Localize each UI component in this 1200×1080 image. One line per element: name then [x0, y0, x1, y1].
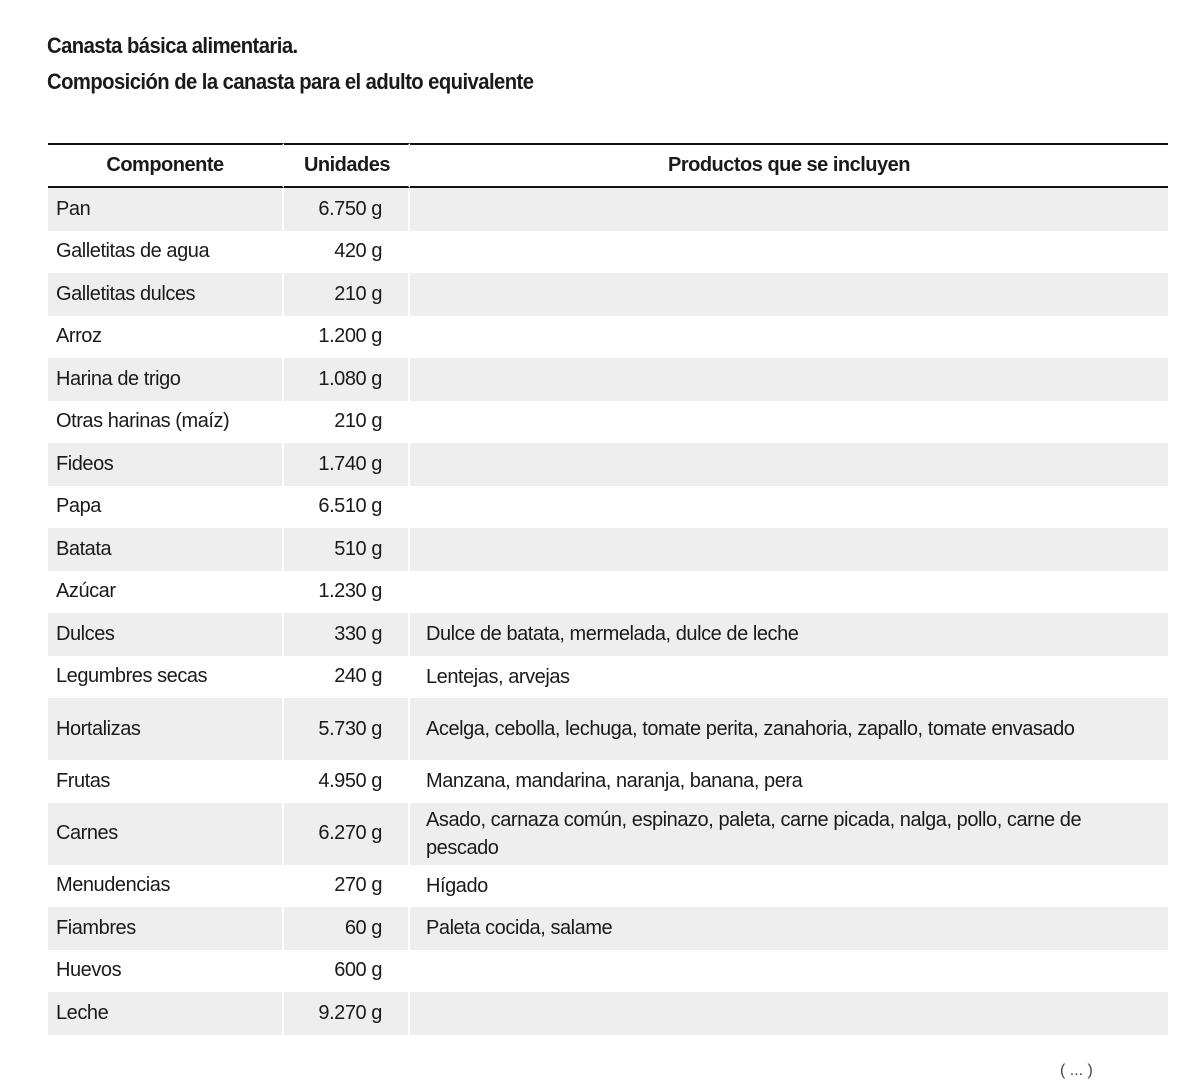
title-line-1: Canasta básica alimentaria.	[47, 33, 298, 58]
table-row	[48, 528, 1168, 571]
table-row	[48, 698, 1168, 760]
table-row	[48, 231, 1168, 274]
cell-componente: Pan	[48, 188, 284, 231]
cell-componente: Dulces	[48, 613, 284, 656]
table-row	[48, 316, 1168, 359]
cell-productos: Paleta cocida, salame	[410, 907, 1168, 950]
cell-unidades: 420 g	[284, 231, 410, 274]
table-row	[48, 401, 1168, 444]
table-row	[48, 950, 1168, 993]
table-header-row	[48, 143, 1168, 188]
cell-componente: Galletitas dulces	[48, 273, 284, 316]
cell-componente: Carnes	[48, 803, 284, 865]
table-row	[48, 907, 1168, 950]
table-row	[48, 992, 1168, 1035]
header-unidades: Unidades	[284, 143, 410, 188]
cell-componente: Huevos	[48, 950, 284, 993]
cell-productos: Hígado	[426, 874, 488, 897]
cell-unidades: 1.740 g	[284, 443, 410, 486]
table-row	[48, 358, 1168, 401]
cell-unidades: 9.270 g	[284, 992, 410, 1035]
header-productos: Productos que se incluyen	[410, 143, 1168, 188]
table-row	[48, 613, 1168, 656]
cell-componente: Legumbres secas	[48, 656, 284, 699]
cell-componente: Azúcar	[48, 571, 284, 614]
title-block	[47, 28, 576, 100]
cell-componente: Menudencias	[48, 865, 284, 908]
cell-unidades: 6.270 g	[284, 803, 410, 865]
table-row	[48, 486, 1168, 529]
title-line-2: Composición de la canasta para el adulto equivalente	[47, 69, 534, 94]
header-componente: Componente	[48, 143, 284, 188]
cell-unidades: 240 g	[284, 656, 410, 699]
cell-componente: Galletitas de agua	[48, 231, 284, 274]
table-row	[48, 803, 1168, 865]
canasta-table	[48, 143, 1168, 1035]
cell-unidades: 6.750 g	[284, 188, 410, 231]
cell-unidades: 210 g	[284, 273, 410, 316]
cell-unidades: 4.950 g	[284, 760, 410, 803]
cell-componente: Harina de trigo	[48, 358, 284, 401]
cell-productos: Lentejas, arvejas	[426, 665, 570, 688]
cell-componente: Papa	[48, 486, 284, 529]
cell-unidades: 60 g	[284, 907, 410, 950]
cell-productos	[410, 992, 1168, 1035]
cell-unidades: 270 g	[284, 865, 410, 908]
cell-componente: Frutas	[48, 760, 284, 803]
cell-productos	[410, 443, 1168, 486]
cell-productos	[410, 528, 1168, 571]
cell-unidades: 1.080 g	[284, 358, 410, 401]
cell-productos	[410, 316, 1168, 359]
table-row	[48, 760, 1168, 803]
table-row	[48, 571, 1168, 614]
cell-componente: Otras harinas (maíz)	[48, 401, 284, 444]
cell-productos: Dulce de batata, mermelada, dulce de leche	[410, 613, 1168, 656]
footer-fragment: ( ... )	[1060, 1062, 1093, 1079]
cell-productos: Asado, carnaza común, espinazo, paleta, carne picada, nalga, pollo, carne de pescado	[410, 803, 1168, 865]
cell-productos: Acelga, cebolla, lechuga, tomate perita, zanahoria, zapallo, tomate envasado	[410, 698, 1168, 760]
cell-productos: Manzana, mandarina, naranja, banana, pera	[426, 770, 803, 793]
cell-productos	[410, 231, 1168, 274]
cell-productos	[410, 273, 1168, 316]
cell-unidades: 1.200 g	[284, 316, 410, 359]
table-body	[48, 188, 1168, 1035]
cell-unidades: 6.510 g	[284, 486, 410, 529]
cell-productos	[410, 950, 1168, 993]
cell-componente: Fiambres	[48, 907, 284, 950]
table-row	[48, 656, 1168, 699]
cell-unidades: 210 g	[284, 401, 410, 444]
cell-componente: Batata	[48, 528, 284, 571]
cell-componente: Arroz	[48, 316, 284, 359]
cell-productos	[410, 486, 1168, 529]
cell-productos	[410, 401, 1168, 444]
cell-productos	[410, 188, 1168, 231]
cell-unidades: 5.730 g	[284, 698, 410, 760]
cell-componente: Hortalizas	[48, 698, 284, 760]
cell-unidades: 330 g	[284, 613, 410, 656]
table-row	[48, 443, 1168, 486]
cell-componente: Fideos	[48, 443, 284, 486]
cell-productos	[410, 571, 1168, 614]
cell-productos	[410, 358, 1168, 401]
cell-unidades: 600 g	[284, 950, 410, 993]
table-row	[48, 865, 1168, 908]
table-row	[48, 273, 1168, 316]
cell-unidades: 510 g	[284, 528, 410, 571]
cell-unidades: 1.230 g	[284, 571, 410, 614]
cell-componente: Leche	[48, 992, 284, 1035]
table-row	[48, 188, 1168, 231]
